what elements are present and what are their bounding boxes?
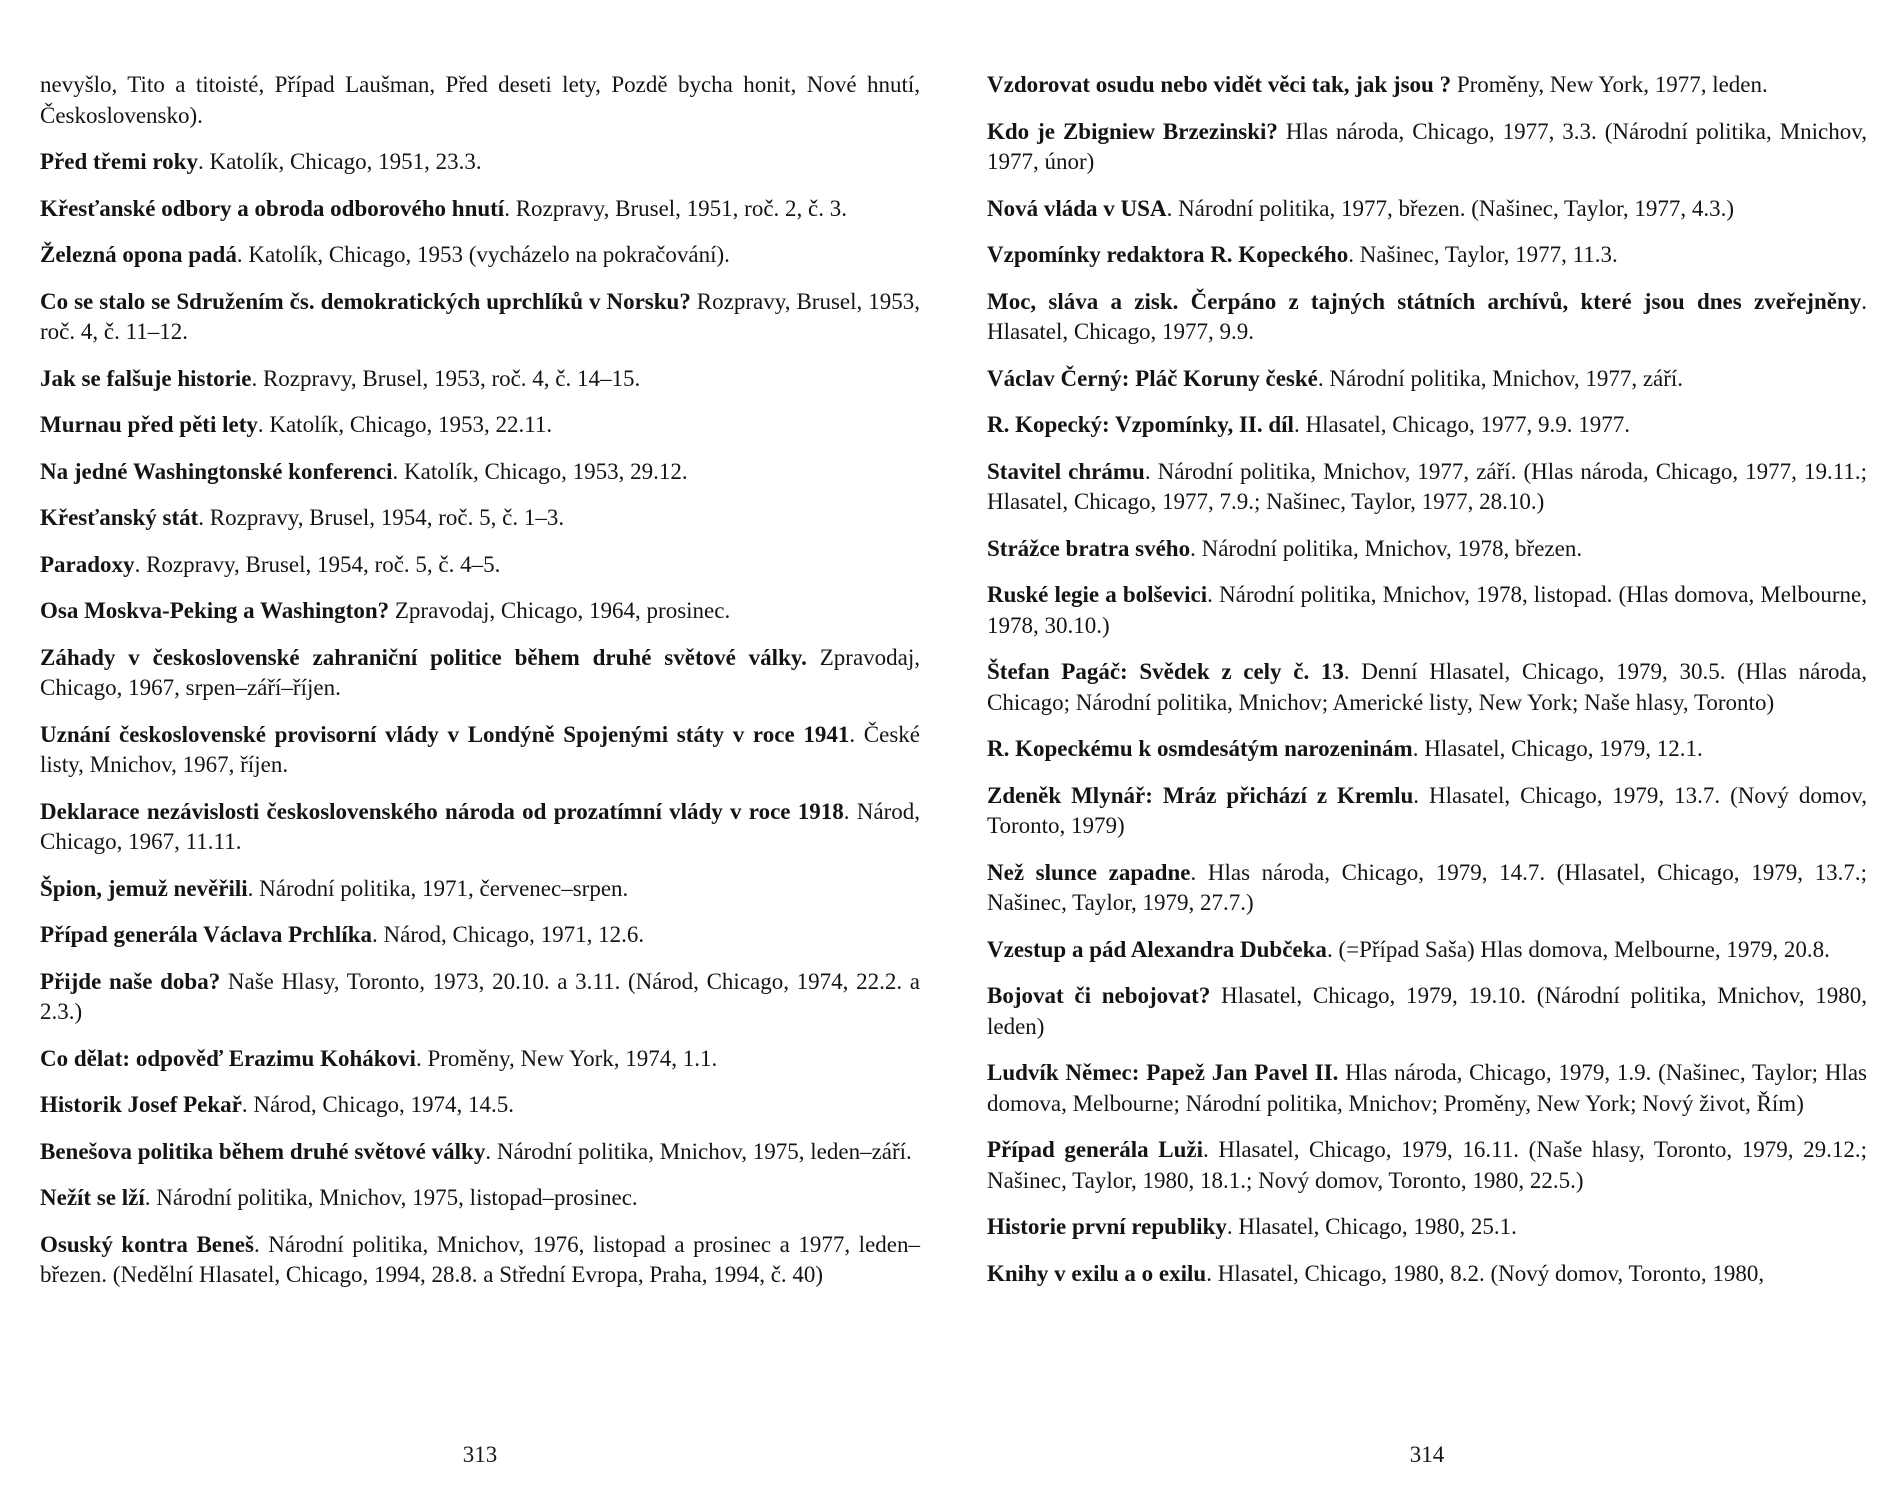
entry-details: . Katolík, Chicago, 1953, 29.12. [392, 458, 688, 484]
entry-title: Přijde naše doba? [40, 968, 221, 994]
entry-details: . Hlasatel, Chicago, 1979, 13.7. (Nový domov, Toronto, 1979) [987, 782, 1867, 838]
bibliography-entry [987, 70, 1867, 101]
bibliography-entry [40, 70, 920, 131]
entry-details: . Národ, Chicago, 1971, 12.6. [372, 922, 645, 947]
entry-details: . Národní politika, Mnichov, 1975, listopad–prosinec. [144, 1185, 638, 1210]
entry-details: . Hlasatel, Chicago, 1977, 9.9. 1977. [1293, 412, 1630, 437]
bibliography-entry [987, 194, 1867, 225]
bibliography-entry [987, 981, 1867, 1042]
bibliography-entry [40, 1090, 920, 1121]
entry-title: Než slunce zapadne [987, 859, 1191, 885]
left-page [40, 0, 920, 1500]
bibliography-entry [40, 240, 920, 271]
entry-title: Paradoxy [40, 551, 135, 577]
bibliography-entry [40, 194, 920, 225]
entry-details: . Rozpravy, Brusel, 1953, roč. 4, č. 14–15. [251, 365, 641, 391]
entry-title: Vzdorovat osudu nebo vidět věci tak, jak jsou ? [987, 72, 1452, 97]
entry-details: . Našinec, Taylor, 1977, 11.3. [1348, 242, 1618, 267]
entry-title: Ruské legie a bolševici [987, 582, 1208, 607]
entry-details: . Národní politika, Mnichov, 1976, listopad a prosinec a 1977, leden–březen. (Nedělní Hlasatel, Chicago, 1994, 28.8. a Střední Evropa, Praha, 1994, č. 40) [40, 1231, 920, 1287]
entry-title: Vzestup a pád Alexandra Dubčeka [987, 936, 1327, 962]
entry-title: Moc, sláva a zisk. Čerpáno z tajných státních archívů, které jsou dnes zveřejněny [987, 288, 1862, 314]
entry-title: Záhady v československé zahraniční politice během druhé světové války. [40, 644, 807, 670]
bibliography-entry [987, 1259, 1867, 1290]
entry-details: . Rozpravy, Brusel, 1954, roč. 5, č. 4–5. [134, 551, 501, 577]
bibliography-entry [40, 797, 920, 858]
entry-title: Stavitel chrámu [987, 458, 1145, 484]
entry-title: Strážce bratra svého [987, 535, 1191, 561]
bibliography-entry [40, 364, 920, 395]
bibliography-entry [40, 596, 920, 627]
entry-title: Vzpomínky redaktora R. Kopeckého [987, 242, 1349, 267]
entry-title: Benešova politika během druhé světové války [40, 1138, 486, 1164]
entry-details: Zpravodaj, Chicago, 1964, prosinec. [389, 598, 731, 623]
entry-title: Kdo je Zbigniew Brzezinski? [987, 118, 1278, 144]
entry-details: . Hlasatel, Chicago, 1980, 8.2. (Nový domov, Toronto, 1980, [1206, 1260, 1765, 1286]
entry-title: Na jedné Washingtonské konferenci [40, 458, 393, 484]
entry-title: Zdeněk Mlynář: Mráz přichází z Kremlu [987, 782, 1414, 808]
bibliography-entry [40, 1137, 920, 1168]
entry-title: Případ generála Václava Prchlíka [40, 922, 372, 947]
entry-title: Špion, jemuž nevěřili [40, 875, 248, 901]
entry-title: Osa Moskva-Peking a Washington? [40, 598, 390, 623]
entry-title: Murnau před pěti lety [40, 412, 258, 437]
entry-details: nevyšlo, Tito a titoisté, Případ Laušman, Před deseti lety, Pozdě bycha honit, Nové hnutí, Československo). [40, 72, 920, 128]
bibliography-entry [987, 117, 1867, 178]
bibliography-entry [987, 858, 1867, 919]
entry-details: . Národní politika, Mnichov, 1978, březen. [1190, 535, 1583, 561]
entry-title: Před třemi roky [40, 149, 198, 174]
bibliography-entry [40, 643, 920, 704]
entry-title: Co se stalo se Sdružením čs. demokratických uprchlíků v Norsku? [40, 288, 691, 314]
entry-details: Zpravodaj, Chicago, 1967, srpen–září–říjen. [40, 644, 921, 700]
entry-details: Naše Hlasy, Toronto, 1973, 20.10. a 3.11. (Národ, Chicago, 1974, 22.2. a 2.3.) [40, 968, 920, 1024]
entry-details: . Národní politika, Mnichov, 1975, leden–září. [485, 1138, 912, 1164]
bibliography-entry [987, 457, 1867, 518]
entry-title: Jak se falšuje historie [40, 365, 252, 391]
entry-title: Bojovat či nebojovat? [987, 983, 1211, 1008]
entry-title: R. Kopeckému k osmdesátým narozeninám [987, 736, 1413, 761]
entry-details: . Rozpravy, Brusel, 1954, roč. 5, č. 1–3. [198, 505, 565, 530]
bibliography-entry [40, 1183, 920, 1214]
bibliography-entry [40, 503, 920, 534]
entry-details: . České listy, Mnichov, 1967, říjen. [40, 721, 920, 777]
bibliography-entry [40, 147, 920, 178]
bibliography-entry [987, 580, 1867, 641]
entry-details: . Národní politika, Mnichov, 1977, září. [1317, 365, 1684, 391]
entry-details: . (=Případ Saša) Hlas domova, Melbourne, 1979, 20.8. [1326, 936, 1830, 962]
entry-details: . Národ, Chicago, 1974, 14.5. [241, 1092, 514, 1117]
entry-details: . Denní Hlasatel, Chicago, 1979, 30.5. (Hlas národa, Chicago; Národní politika, Mnichov; Americké listy, New York; Naše hlasy, Toronto) [987, 659, 1867, 715]
entry-details: Rozpravy, Brusel, 1953, roč. 4, č. 11–12. [40, 288, 920, 344]
bibliography-entry [987, 410, 1867, 441]
entry-details: . Národní politika, Mnichov, 1977, září. (Hlas národa, Chicago, 1977, 19.11.; Hlasatel, Chicago, 1977, 7.9.; Našinec, Taylor, 1977, 28.10.) [987, 458, 1867, 514]
right-page [987, 0, 1867, 1500]
entry-title: Případ generála Luži [987, 1137, 1203, 1162]
bibliography-entry [987, 781, 1867, 842]
bibliography-entry [40, 1230, 920, 1291]
bibliography-entry [987, 287, 1867, 348]
bibliography-entry [40, 920, 920, 951]
entry-details: . Hlasatel, Chicago, 1980, 25.1. [1226, 1214, 1517, 1239]
entry-details: . Katolík, Chicago, 1951, 23.3. [197, 149, 482, 174]
entry-details: . Národ, Chicago, 1967, 11.11. [40, 798, 920, 854]
entry-details: . Hlasatel, Chicago, 1979, 12.1. [1412, 736, 1703, 761]
entry-details: . Hlasatel, Chicago, 1977, 9.9. [987, 288, 1867, 344]
bibliography-entry [40, 550, 920, 581]
bibliography-entry [987, 734, 1867, 765]
entry-details: . Katolík, Chicago, 1953, 22.11. [257, 412, 553, 437]
bibliography-entry [987, 364, 1867, 395]
bibliography-entry [40, 457, 920, 488]
entry-details: . Proměny, New York, 1974, 1.1. [415, 1045, 718, 1071]
entry-details: . Národní politika, 1971, červenec–srpen. [247, 875, 629, 901]
entry-details: Hlasatel, Chicago, 1979, 19.10. (Národní politika, Mnichov, 1980, leden) [987, 983, 1867, 1039]
bibliography-entry [40, 967, 920, 1028]
entry-title: Železná opona padá [40, 242, 237, 267]
entry-title: Václav Černý: Pláč Koruny české [987, 365, 1318, 391]
bibliography-entry [987, 1058, 1867, 1119]
bibliography-entry [40, 410, 920, 441]
bibliography-entry [987, 534, 1867, 565]
entry-title: Ludvík Němec: Papež Jan Pavel II. [987, 1060, 1339, 1085]
entry-title: R. Kopecký: Vzpomínky, II. díl [987, 412, 1294, 437]
bibliography-entry [987, 240, 1867, 271]
entry-details: . Hlasatel, Chicago, 1979, 16.11. (Naše hlasy, Toronto, 1979, 29.12.; Našinec, Taylor, 1980, 18.1.; Nový domov, Toronto, 1980, 22.5.) [987, 1137, 1867, 1193]
entry-title: Křesťanské odbory a obroda odborového hnutí [40, 195, 505, 221]
entry-details: . Rozpravy, Brusel, 1951, roč. 2, č. 3. [504, 195, 848, 221]
entry-title: Nežít se lží [40, 1185, 145, 1210]
entry-title: Uznání československé provisorní vlády v Londýně Spojenými státy v roce 1941 [40, 721, 850, 747]
right-bibliography-list [987, 70, 1867, 1305]
bibliography-entry [40, 720, 920, 781]
entry-details: Proměny, New York, 1977, leden. [1451, 72, 1768, 97]
entry-title: Deklarace nezávislosti československého národa od prozatímní vlády v roce 1918 [40, 798, 844, 824]
entry-details: . Katolík, Chicago, 1953 (vycházelo na pokračování). [236, 242, 730, 267]
bibliography-entry [987, 935, 1867, 966]
bibliography-entry [987, 1212, 1867, 1243]
entry-title: Historie první republiky [987, 1214, 1227, 1239]
bibliography-entry [40, 287, 920, 348]
entry-details: Hlas národa, Chicago, 1979, 1.9. (Našinec, Taylor; Hlas domova, Melbourne; Národní politika, Mnichov; Proměny, New York; Nový život, Řím) [987, 1060, 1867, 1116]
bibliography-entry [40, 874, 920, 905]
entry-title: Knihy v exilu a o exilu [987, 1260, 1207, 1286]
left-bibliography-list [40, 70, 920, 1307]
entry-title: Osuský kontra Beneš [40, 1231, 254, 1257]
bibliography-entry [40, 1044, 920, 1075]
entry-details: . Národní politika, Mnichov, 1978, listopad. (Hlas domova, Melbourne, 1978, 30.10.) [987, 582, 1867, 638]
right-page-number: 314 [1409, 1442, 1445, 1467]
bibliography-entry [987, 657, 1867, 718]
entry-details: . Národní politika, 1977, březen. (Našinec, Taylor, 1977, 4.3.) [1166, 195, 1734, 221]
bibliography-entry [987, 1135, 1867, 1196]
entry-title: Štefan Pagáč: Svědek z cely č. 13 [987, 659, 1344, 684]
left-page-number: 313 [462, 1442, 498, 1467]
entry-details: Hlas národa, Chicago, 1977, 3.3. (Národní politika, Mnichov, 1977, únor) [987, 118, 1867, 174]
entry-details: . Hlas národa, Chicago, 1979, 14.7. (Hlasatel, Chicago, 1979, 13.7.; Našinec, Taylor, 1979, 27.7.) [987, 859, 1867, 915]
entry-title: Co dělat: odpověď Erazimu Kohákovi [40, 1045, 416, 1071]
entry-title: Historik Josef Pekař [40, 1092, 242, 1117]
entry-title: Nová vláda v USA [987, 195, 1167, 221]
entry-title: Křesťanský stát [40, 505, 199, 530]
